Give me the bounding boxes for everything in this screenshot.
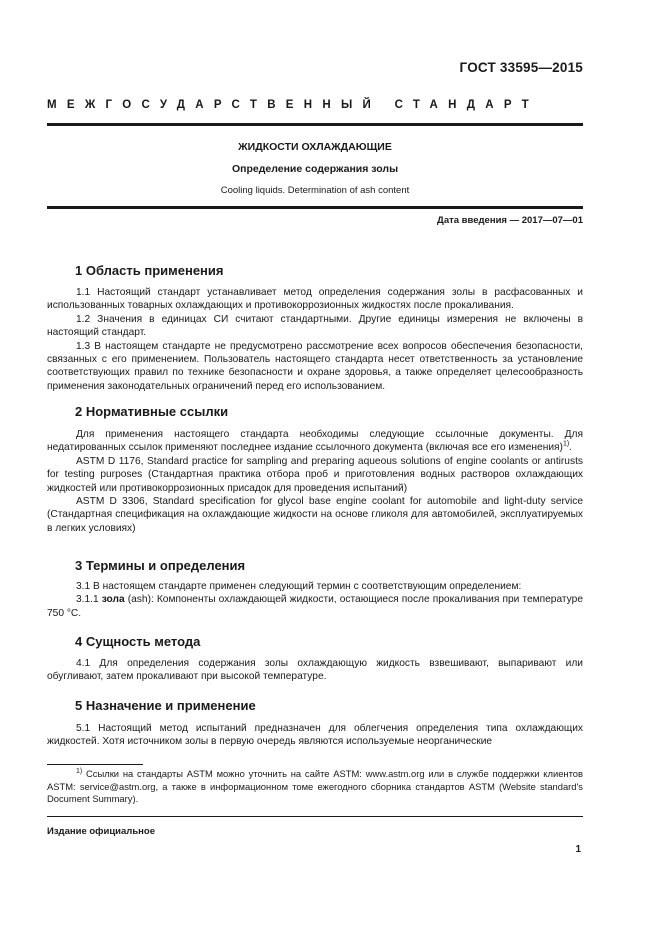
- footnote-mark: 1): [76, 767, 83, 775]
- gost-code: ГОСТ 33595—2015: [459, 60, 583, 75]
- term-ash: зола: [101, 594, 125, 606]
- interstate-standard-label: МЕЖГОСУДАРСТВЕННЫЙ СТАНДАРТ: [47, 99, 539, 111]
- paragraph-1-2: 1.2 Значения в единицах СИ считают стандартными. Другие единицы измерения не включены в настоящий стандарт.: [47, 313, 583, 339]
- paragraph-3-1: 3.1 В настоящем стандарте применен следующий термин с соответствующим определением:: [76, 581, 522, 592]
- paragraph-1-3: 1.3 В настоящем стандарте не предусмотрено рассмотрение всех вопросов обеспечения безопасности, связанных с его применением. Пользователь настоящего стандарта несет ответственность за установление соответствующих правил по технике безопасности и охране здоровья, а также определяет целесообразность применения законодательных ограничений перед его использованием.: [47, 340, 583, 392]
- paragraph-2-astm-1176: ASTM D 1176, Standard practice for sampling and preparing aqueous solutions of engine coolants or antirusts for testing purposes (Стандартная практика отбора проб и приготовления водных растворов охлаждающих жидкостей или противокоррозионных присадок для проведения испытаний): [47, 455, 583, 494]
- paragraph-4-1: 4.1 Для определения содержания золы охлаждающую жидкость взвешивают, выпаривают или обугливают, затем прокаливают при высокой температуре.: [47, 658, 583, 683]
- paragraph-1-1: 1.1 Настоящий стандарт устанавливает метод определения содержания золы в расфасованных и использованных товарных охлаждающих и противокоррозионных жидкостях после прокаливания.: [47, 287, 583, 312]
- footer-divider: [47, 816, 583, 817]
- section-heading-3: 3 Термины и определения: [75, 558, 246, 573]
- section-heading-4: 4 Сущность метода: [75, 634, 201, 649]
- section-heading-2: 2 Нормативные ссылки: [75, 404, 229, 419]
- edition-label: Издание официальное: [47, 826, 155, 837]
- introduction-date: Дата введения — 2017—07—01: [437, 215, 583, 226]
- section-3-body: [47, 580, 583, 620]
- section-1-body: [47, 286, 583, 393]
- footnote-text: Ссылки на стандарты ASTM можно уточнить на сайте ASTM: www.astm.org или в службе поддержки клиентов ASTM: service@astm.org, а также в информационном томе ежегодного сборника стандартов ASTM (Website standard's Document Summary).: [47, 768, 583, 805]
- paragraph-3-1-1: 3.1.1 зола (ash): Компоненты охлаждающей жидкости, остающиеся после прокаливания при температуре 750 °С.: [47, 594, 583, 619]
- section-4-body: [47, 657, 583, 684]
- document-subtitle: Определение содержания золы: [231, 163, 399, 175]
- section-5-body: [47, 722, 583, 749]
- paragraph-2-intro: Для применения настоящего стандарта необходимы следующие ссылочные документы. Для недатированных ссылок применяют последнее издание ссылочного документа (включая все его изменения)$^{1)}$.: [47, 429, 583, 454]
- page-number: 1: [575, 844, 581, 855]
- paragraph-2-astm-3306: ASTM D 3306, Standard specification for glycol base engine coolant for automobile and light-duty service (Стандартная спецификация на охлаждающие жидкости на основе гликоля для автомобилей, эксплуатируемых в легких условиях): [47, 496, 583, 534]
- footnote-ref[interactable]: 1): [562, 441, 570, 449]
- footnote-divider: [47, 764, 143, 765]
- title-divider: [47, 206, 583, 209]
- top-divider: [47, 123, 583, 126]
- document-title: ЖИДКОСТИ ОХЛАЖДАЮЩИЕ: [238, 141, 392, 153]
- section-heading-1: 1 Область применения: [75, 263, 224, 278]
- section-2-body: [47, 428, 583, 535]
- section-heading-5: 5 Назначение и применение: [75, 698, 256, 713]
- english-title: Cooling liquids. Determination of ash content: [220, 185, 410, 196]
- paragraph-5-1: 5.1 Настоящий метод испытаний предназначен для облегчения определения типа охлаждающих жидкостей. Хотя источником золы в первую очередь являются используемые неорганические: [47, 723, 583, 748]
- footnote: [47, 768, 583, 806]
